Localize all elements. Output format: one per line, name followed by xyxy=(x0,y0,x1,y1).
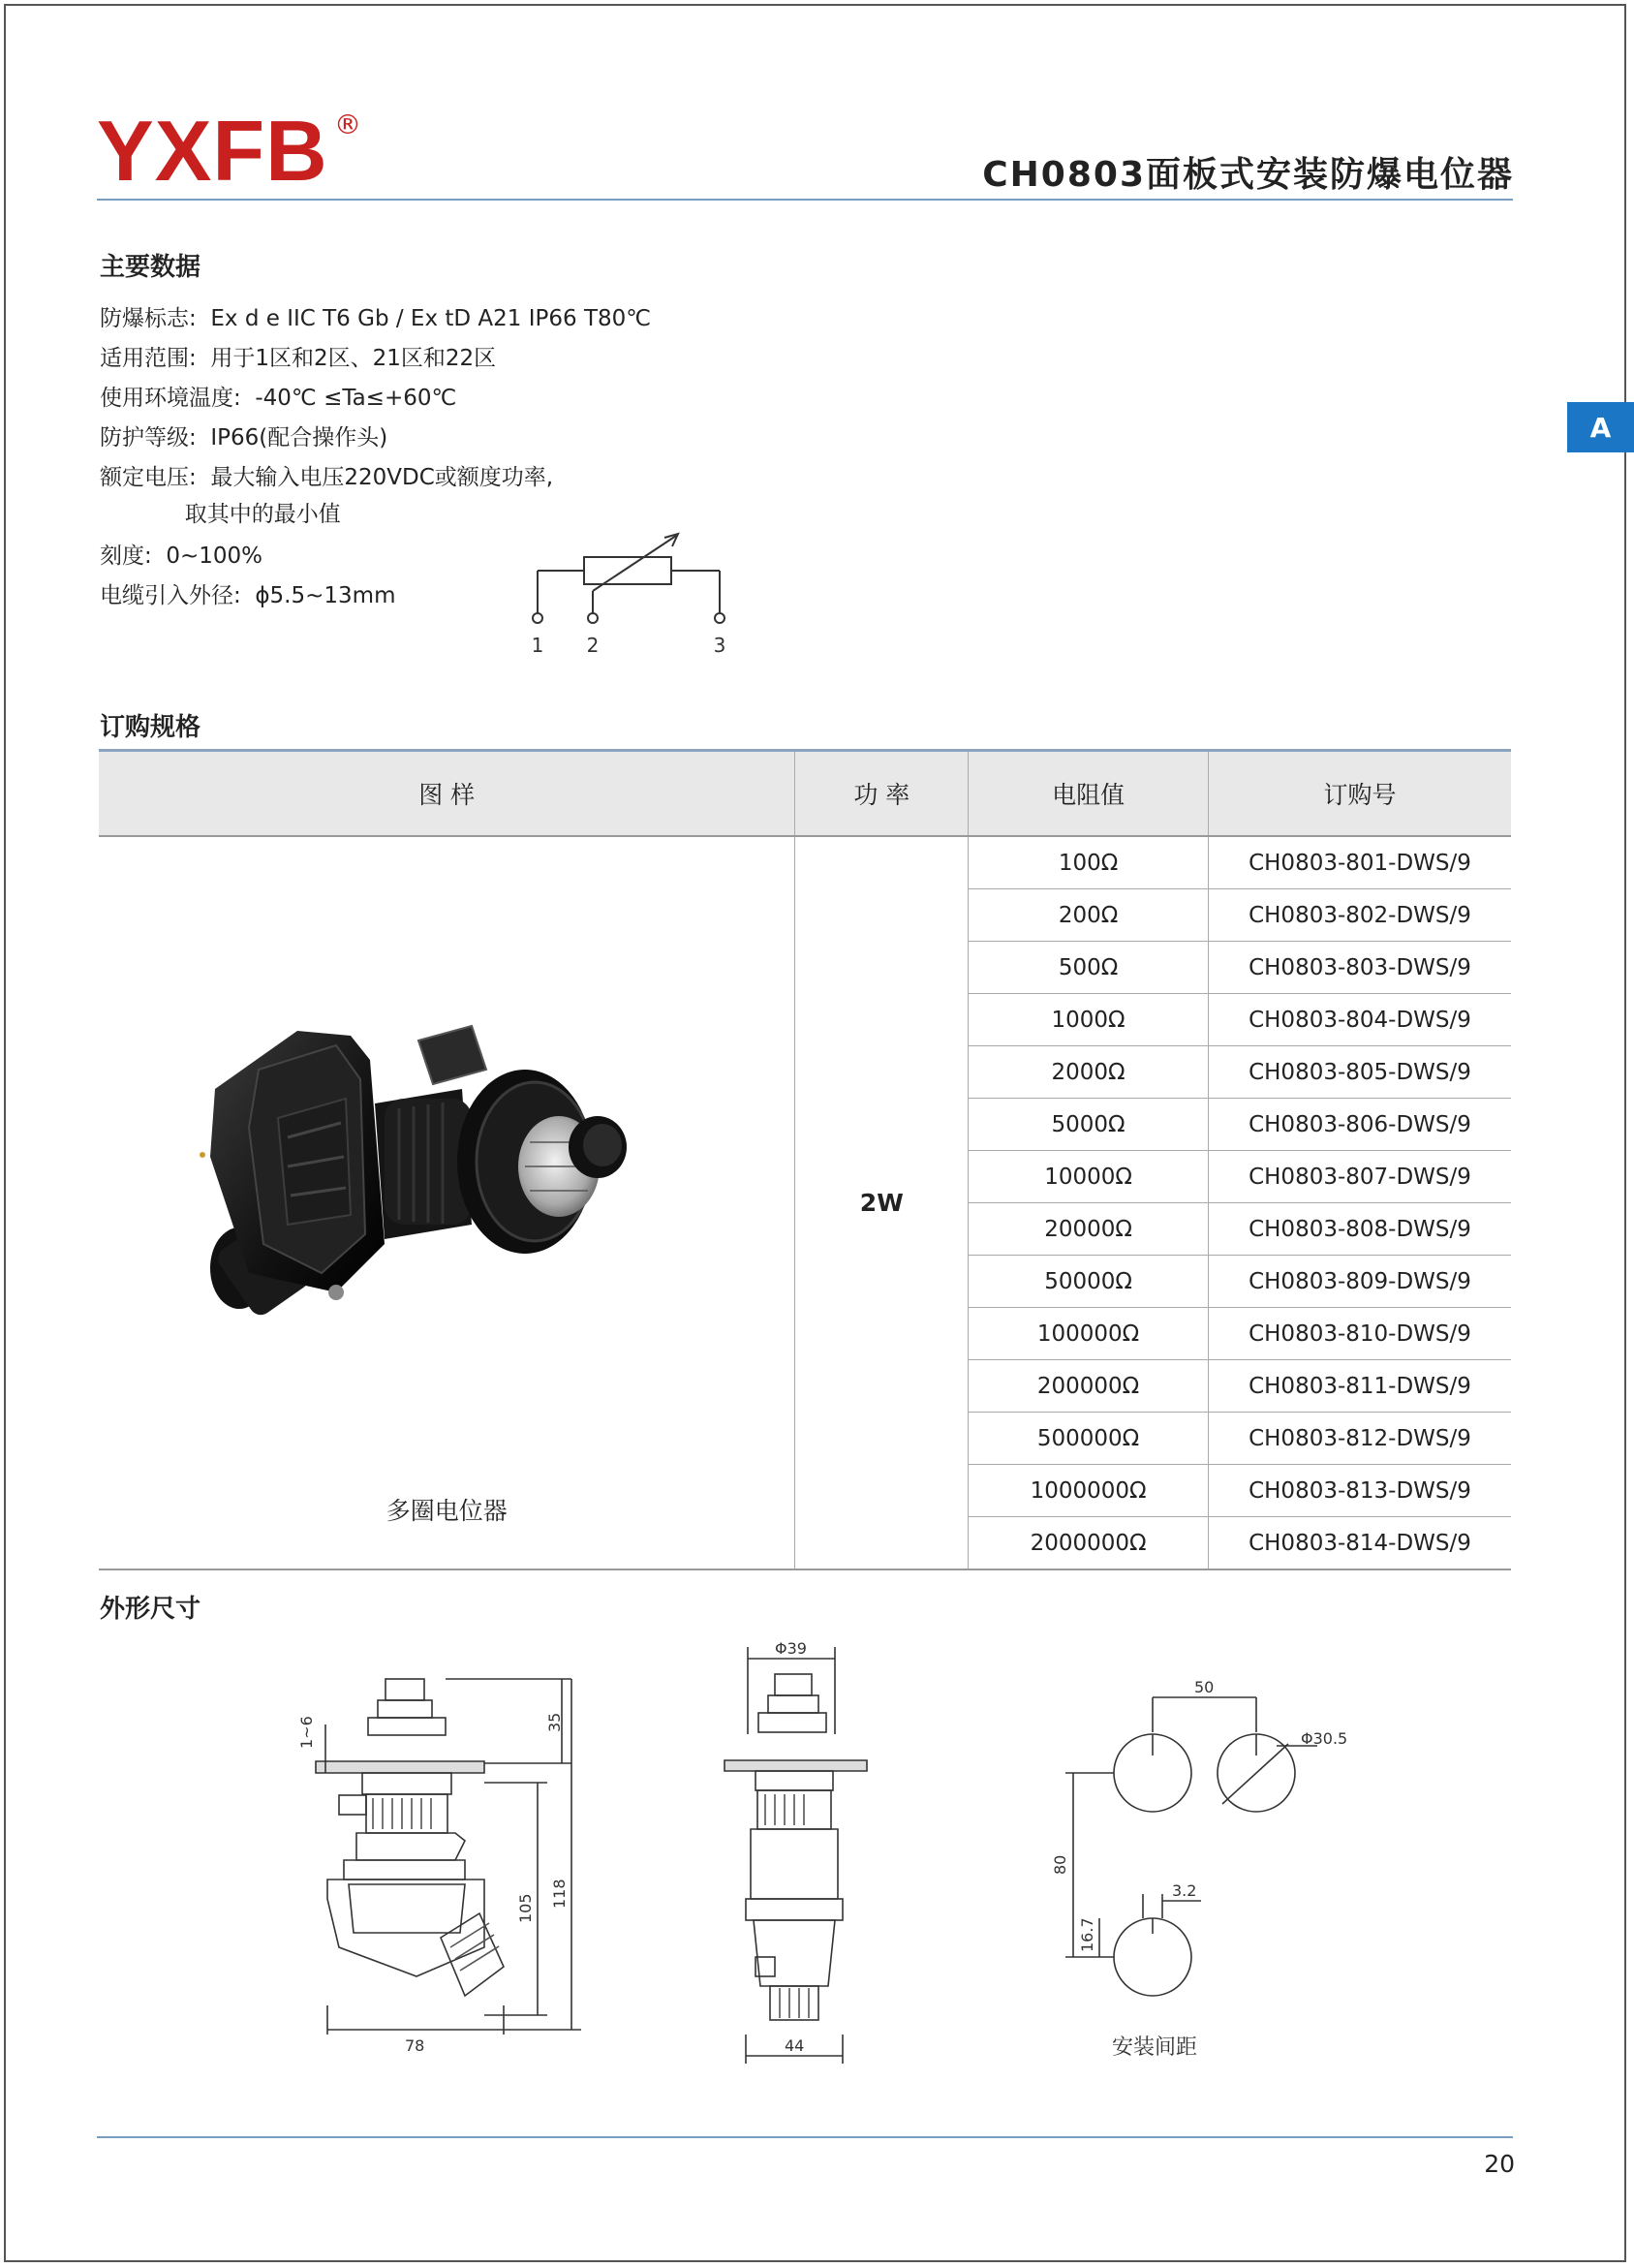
order-number: CH0803-804-DWS/9 xyxy=(1208,994,1511,1046)
order-number: CH0803-813-DWS/9 xyxy=(1208,1465,1511,1517)
spec-line: 电缆引入外径: ϕ5.5~13mm xyxy=(100,583,396,608)
power-value: 2W xyxy=(795,836,969,1569)
main-data-heading: 主要数据 xyxy=(100,253,201,282)
resistance-value: 100000Ω xyxy=(969,1308,1209,1360)
order-number: CH0803-801-DWS/9 xyxy=(1208,836,1511,889)
order-number: CH0803-811-DWS/9 xyxy=(1208,1360,1511,1413)
resistance-value: 100Ω xyxy=(969,836,1209,889)
product-image-cell xyxy=(99,836,795,1569)
order-number: CH0803-805-DWS/9 xyxy=(1208,1046,1511,1099)
mounting-caption: 安装间距 xyxy=(1112,2035,1198,2060)
resistance-value: 5000Ω xyxy=(969,1099,1209,1151)
pin-label: 2 xyxy=(586,634,600,657)
dimension-label: 35 xyxy=(545,1712,564,1732)
resistance-value: 500000Ω xyxy=(969,1413,1209,1465)
order-number: CH0803-802-DWS/9 xyxy=(1208,889,1511,942)
dimension-label: 16.7 xyxy=(1078,1917,1096,1952)
title-divider xyxy=(97,199,1513,201)
order-table xyxy=(99,749,1511,1570)
order-number: CH0803-808-DWS/9 xyxy=(1208,1203,1511,1256)
spec-line: 额定电压: 最大输入电压220VDC或额度功率, xyxy=(100,465,554,490)
spec-line: 防护等级: IP66(配合操作头) xyxy=(100,425,388,450)
dimension-label: Φ39 xyxy=(775,1639,807,1658)
resistance-value: 50000Ω xyxy=(969,1256,1209,1308)
resistance-value: 200Ω xyxy=(969,889,1209,942)
spec-line: 刻度: 0~100% xyxy=(100,544,263,569)
dimension-label: 105 xyxy=(516,1893,535,1923)
section-tab[interactable]: A xyxy=(1567,402,1634,452)
potentiometer-symbol-diagram xyxy=(523,528,746,664)
dimension-label: 80 xyxy=(1051,1854,1069,1875)
column-header: 图 样 xyxy=(99,751,795,837)
page-number: 20 xyxy=(1484,2150,1515,2178)
resistance-value: 1000000Ω xyxy=(969,1465,1209,1517)
resistance-value: 10000Ω xyxy=(969,1151,1209,1203)
pin-label: 3 xyxy=(713,634,726,657)
spec-line: 适用范围: 用于1区和2区、21区和22区 xyxy=(100,346,497,371)
order-number: CH0803-807-DWS/9 xyxy=(1208,1151,1511,1203)
order-spec-heading: 订购规格 xyxy=(100,713,201,742)
pin-label: 1 xyxy=(531,634,544,657)
order-number: CH0803-803-DWS/9 xyxy=(1208,942,1511,994)
order-number: CH0803-809-DWS/9 xyxy=(1208,1256,1511,1308)
table-row xyxy=(99,836,1511,889)
image-caption: 多圈电位器 xyxy=(385,1497,508,1525)
spec-line: 防爆标志: Ex d e IIC T6 Gb / Ex tD A21 IP66 T80℃ xyxy=(100,306,652,331)
registered-mark: ® xyxy=(334,109,361,140)
dimension-label: 78 xyxy=(405,2036,425,2055)
order-number: CH0803-814-DWS/9 xyxy=(1208,1517,1511,1570)
dimension-label: 50 xyxy=(1194,1678,1215,1696)
resistance-value: 500Ω xyxy=(969,942,1209,994)
dimension-label: 118 xyxy=(550,1879,569,1909)
page-title: CH0803面板式安装防爆电位器 xyxy=(982,155,1514,195)
potentiometer-photo xyxy=(191,982,694,1351)
order-number: CH0803-806-DWS/9 xyxy=(1208,1099,1511,1151)
resistance-value: 2000000Ω xyxy=(969,1517,1209,1570)
wiper-arrow xyxy=(593,536,676,591)
column-header: 电阻值 xyxy=(969,751,1209,837)
resistance-value: 2000Ω xyxy=(969,1046,1209,1099)
resistance-value: 1000Ω xyxy=(969,994,1209,1046)
spec-line: 使用环境温度: -40℃ ≤Ta≤+60℃ xyxy=(100,386,457,411)
dimension-label: Φ30.5 xyxy=(1301,1729,1348,1748)
resistance-value: 200000Ω xyxy=(969,1360,1209,1413)
dimension-label: 3.2 xyxy=(1172,1881,1197,1900)
spec-line: 取其中的最小值 xyxy=(100,502,341,527)
column-header: 订购号 xyxy=(1208,751,1511,837)
dimension-label: 44 xyxy=(785,2036,805,2055)
order-number: CH0803-812-DWS/9 xyxy=(1208,1413,1511,1465)
resistor-body xyxy=(584,557,671,584)
dimensions-heading: 外形尺寸 xyxy=(100,1595,201,1624)
column-header: 功 率 xyxy=(795,751,969,837)
brand-logo: YXFB xyxy=(97,103,328,199)
order-number: CH0803-810-DWS/9 xyxy=(1208,1308,1511,1360)
dimension-label: 1~6 xyxy=(297,1716,316,1749)
footer-divider xyxy=(97,2136,1513,2138)
resistance-value: 20000Ω xyxy=(969,1203,1209,1256)
